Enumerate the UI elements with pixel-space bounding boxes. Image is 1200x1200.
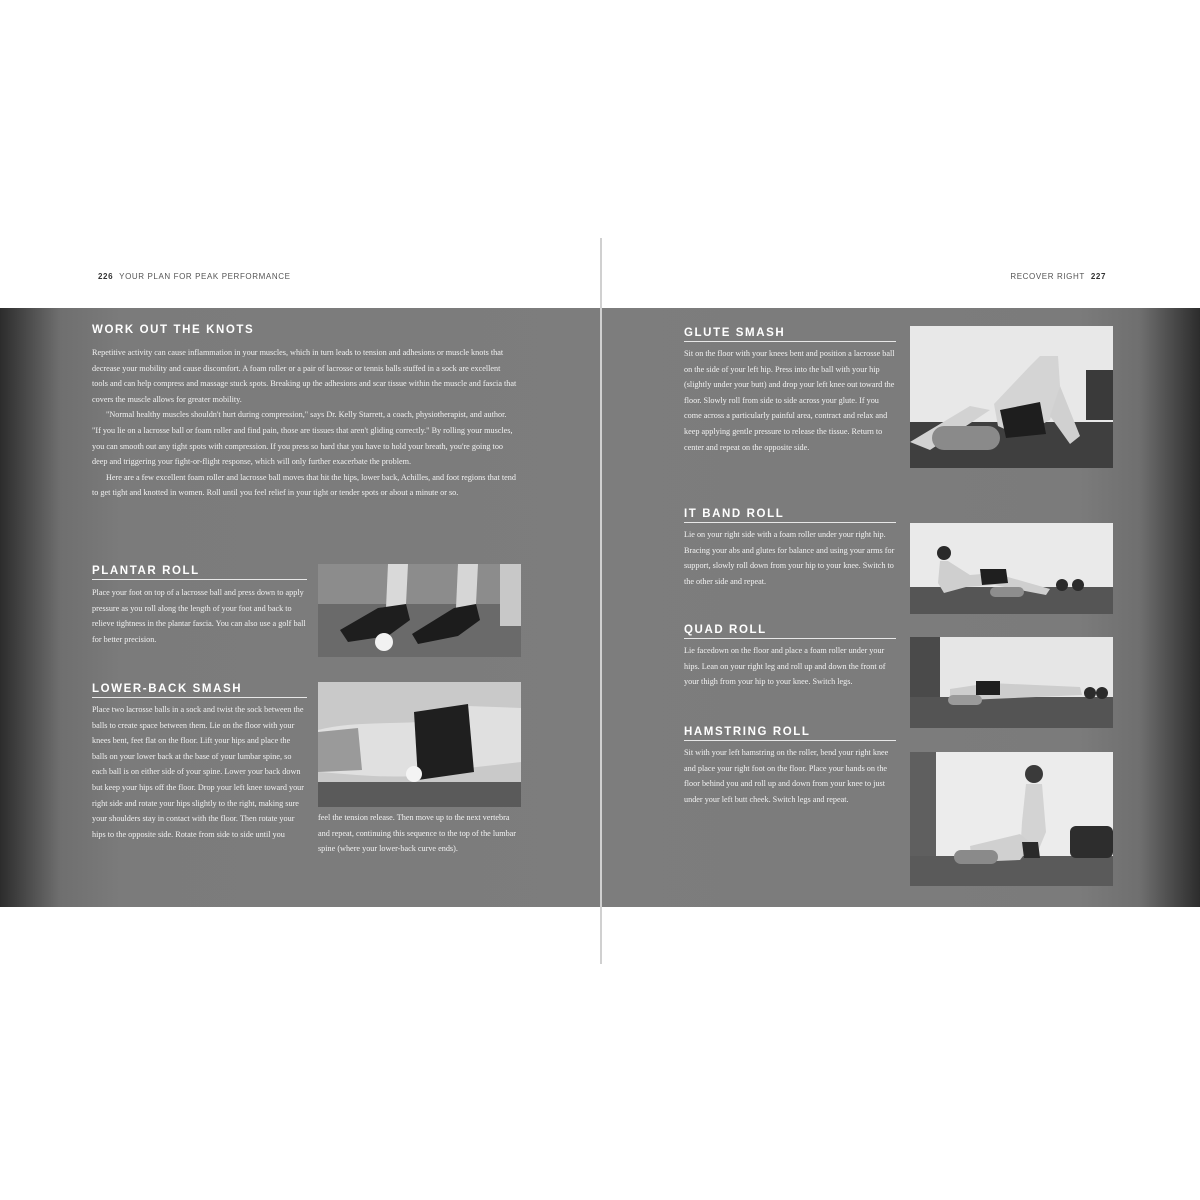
right-page-number: 227 (1090, 272, 1106, 281)
section-title-hamstring-roll: HAMSTRING ROLL (684, 726, 896, 741)
it-band-roll-text: Lie on your right side with a foam roller under your right hip. Bracing your abs and glutes for balance and using your arms for support, slowly roll down from your hip to your knee. Switch to the other side and repeat. (684, 530, 895, 586)
intro-paragraph-1: Repetitive activity can cause inflammation in your muscles, which in turn leads to tension and adhesions or muscle knots that decrease your mobility and cause discomfort. A foam roller or a pair of lacrosse or tennis balls stuffed in a sock are excellent tools and can help compress and massage stuck spots. Breaking up the adhesions and scar tissue within the muscle and fascia that covers the muscle allows for greater mobility. (92, 348, 517, 404)
section-title-work-out-the-knots: WORK OUT THE KNOTS (92, 324, 255, 336)
plantar-roll-photo (318, 564, 521, 657)
left-running-title: YOUR PLAN FOR PEAK PERFORMANCE (119, 272, 291, 281)
intro-paragraph-3: Here are a few excellent foam roller and lacrosse ball moves that hit the hips, lower back, Achilles, and foot regions that tend to get tight and knotted in women. Roll until you feel relief in your tight or tender spots or about a minute or so. (92, 472, 516, 498)
hamstring-roll-photo (910, 752, 1113, 886)
left-page-panel (0, 308, 600, 907)
lower-back-smash-text: Place two lacrosse balls in a sock and twist the sock between the balls to create space between them. Lie on the floor with your knees bent, feet flat on the floor. Lift your hips and place the balls on your lower back at the base of your lumbar spine, so each ball is on either side of your spine. Lower your back down but keep your hips off the floor. Drop your left knee toward your right side and rotate your hips slightly to the right, making sure your shoulders stay in contact with the floor. Then rotate your hips to the opposite side. Rotate from side to side until you (92, 705, 304, 839)
lower-back-smash-continued: feel the tension release. Then move up to the next vertebra and repeat, continuing this sequence to the top of the lumbar spine (where your lower-back curve ends). (318, 813, 517, 854)
intro-paragraph-2: "Normal healthy muscles shouldn't hurt during compression," says Dr. Kelly Starrett, a coach, physiotherapist, and author. "If you lie on a lacrosse ball or foam roller and find pain, those are tissues that aren't gliding correctly." By rolling your muscles, you can smooth out any tight spots with compression. If you press so hard that you have to hold your breath, you're going too deep and triggering your fight-or-flight response, which will only further exacerbate the problem. (92, 410, 513, 467)
right-page-panel (602, 308, 1200, 907)
quad-roll-text: Lie facedown on the floor and place a foam roller under your hips. Lean on your right leg and roll up and down the front of your thigh from your hip to your knee. Switch legs. (684, 646, 886, 687)
section-title-glute-smash: GLUTE SMASH (684, 327, 896, 342)
glute-smash-text: Sit on the floor with your knees bent and position a lacrosse ball on the side of your left hip. Press into the ball with your hip (slightly under your butt) and drop your left knee out toward the floor. Slowly roll from side to side across your glute. If you come across a particularly painful area, contract and relax and keep applying gentle pressure to release the tissue. Return to center and repeat on the opposite side. (684, 349, 895, 452)
lower-back-smash-photo (318, 682, 521, 807)
running-head-right (1010, 272, 1112, 281)
section-title-plantar-roll: PLANTAR ROLL (92, 565, 307, 580)
glute-smash-photo (910, 326, 1113, 468)
left-page-number: 226 (98, 272, 114, 281)
section-title-quad-roll: QUAD ROLL (684, 624, 896, 639)
quad-roll-photo (910, 637, 1113, 728)
section-title-it-band-roll: IT BAND ROLL (684, 508, 896, 523)
intro-text (92, 345, 517, 501)
plantar-roll-text: Place your foot on top of a lacrosse ball and press down to apply pressure as you roll along the length of your foot and back to relieve tightness in the plantar fascia. You can also use a golf ball for better precision. (92, 588, 306, 644)
right-running-title: RECOVER RIGHT (1010, 272, 1085, 281)
running-head-left (92, 272, 291, 281)
section-title-lower-back-smash: LOWER-BACK SMASH (92, 683, 307, 698)
hamstring-roll-text: Sit with your left hamstring on the roller, bend your right knee and place your right foot on the floor. Place your hands on the floor behind you and roll up and down from your knee to just under your left butt cheek. Switch legs and repeat. (684, 748, 889, 804)
it-band-roll-photo (910, 523, 1113, 614)
